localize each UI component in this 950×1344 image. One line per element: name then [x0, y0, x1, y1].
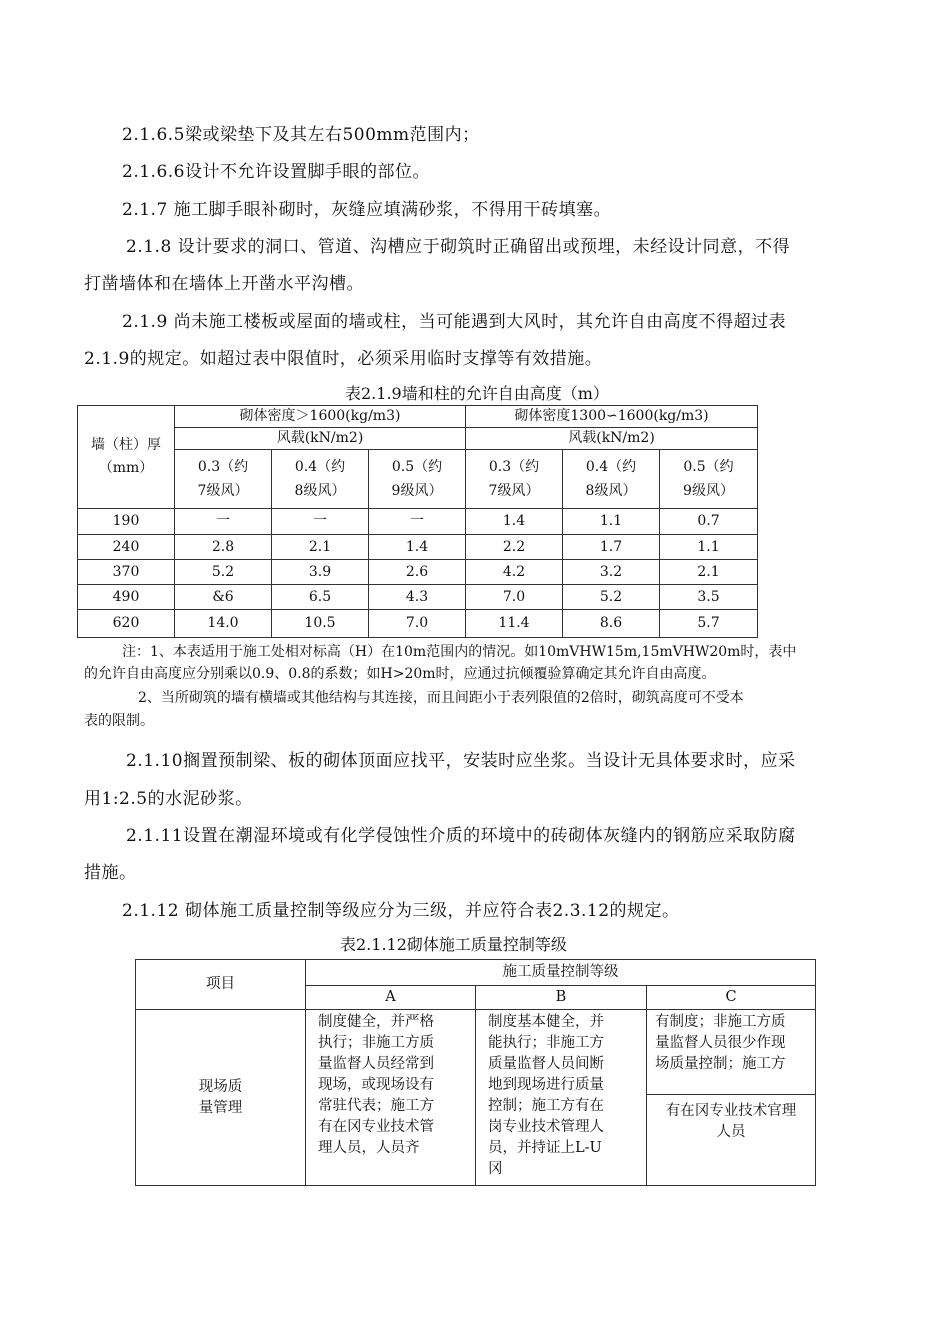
- cell: 2.1: [272, 535, 369, 560]
- level-a-line: 现场，或现场设有: [318, 1077, 434, 1093]
- wind-col-header: [466, 450, 563, 509]
- row-label-cell: [136, 1010, 306, 1186]
- cell: 490: [78, 585, 175, 610]
- table1-note2-line1: 2、当所砌筑的墙有横墙或其他结构与其连接，而且间距小于表列限值的2倍时，砌筑高度可不受本: [138, 690, 744, 706]
- cell: 10.5: [272, 610, 369, 638]
- wind-col-header: [175, 450, 272, 509]
- para-2-1-12: 2.1.12 砌体施工质量控制等级应分为三级，并应符合表2.3.12的规定。: [122, 901, 680, 921]
- cell: 6.5: [272, 585, 369, 610]
- cell: 1.4: [369, 535, 466, 560]
- cell: 2.8: [175, 535, 272, 560]
- cell: 4.3: [369, 585, 466, 610]
- cell: 一: [369, 509, 466, 535]
- cell: 240: [78, 535, 175, 560]
- level-a-cell: [306, 1010, 476, 1186]
- level-b-line: 岗专业技术管理人: [488, 1119, 604, 1135]
- wind-col-l2: 9级风）: [391, 482, 443, 499]
- para-2-1-6-5: 2.1.6.5梁或梁垫下及其左右500mm范围内；: [122, 125, 480, 145]
- density-group-1: 砌体密度＞1600(kg/m3): [175, 406, 466, 428]
- wall-height-table: [77, 405, 758, 638]
- cell: 3.5: [660, 585, 758, 610]
- level-b-line: 制度基本健全，并: [488, 1014, 604, 1030]
- cell: 5.2: [563, 585, 660, 610]
- wind-col-header: [369, 450, 466, 509]
- para-2-1-10-line2: 用1:2.5的水泥砂浆。: [84, 789, 253, 809]
- row-header-line1: 墙（柱）厚: [91, 437, 161, 453]
- table1-note1-line2: 的允许自由高度应分别乘以0.9、0.8的系数；如H>20m时，应通过抗倾覆验算确定其允许自由高度。: [84, 666, 716, 682]
- level-c-line: 人员: [716, 1124, 746, 1140]
- wind-col-l2: 8级风）: [294, 482, 346, 499]
- level-a-line: 制度健全，并严格: [318, 1014, 434, 1030]
- cell: 0.7: [660, 509, 758, 535]
- table2-caption: 表2.1.12砌体施工质量控制等级: [340, 935, 567, 954]
- para-2-1-8-line1: 2.1.8 设计要求的洞口、管道、沟槽应于砌筑时正确留出或预埋，未经设计同意，不得: [126, 237, 791, 257]
- cell: 190: [78, 509, 175, 535]
- cell: 620: [78, 610, 175, 638]
- cell: 14.0: [175, 610, 272, 638]
- table1-note2-line2: 表的限制。: [84, 713, 154, 729]
- table1-caption: 表2.1.9墙和柱的允许自由高度（m）: [345, 384, 609, 403]
- wind-col-header: [563, 450, 660, 509]
- para-2-1-10-line1: 2.1.10搁置预制梁、板的砌体顶面应找平，安装时应坐浆。当设计无具体要求时，应采: [126, 751, 796, 771]
- table1-note1-line1: 注：1、本表适用于施工处相对标高（H）在10m范围内的情况。如10mVHW15m,15mVHW20m时，表中: [122, 644, 797, 660]
- para-2-1-7: 2.1.7 施工脚手眼补砌时，灰缝应填满砂浆，不得用干砖填塞。: [122, 200, 612, 220]
- row-label-line2: 量管理: [198, 1099, 243, 1116]
- cell: 7.0: [466, 585, 563, 610]
- density-group-2: 砌体密度1300∽1600(kg/m3): [466, 406, 758, 428]
- cell: 2.6: [369, 560, 466, 585]
- wind-col-l1: 0.4（约: [585, 458, 637, 475]
- wind-col-l1: 0.3（约: [197, 458, 249, 475]
- cell: 5.2: [175, 560, 272, 585]
- cell: 4.2: [466, 560, 563, 585]
- cell: 1.1: [660, 535, 758, 560]
- level-a-line: 执行；非施工方质: [318, 1035, 434, 1051]
- wind-col-l2: 9级风）: [683, 482, 734, 499]
- para-2-1-11-line2: 措施。: [84, 863, 137, 883]
- cell: 3.9: [272, 560, 369, 585]
- table-row: [78, 509, 758, 535]
- cell: 一: [272, 509, 369, 535]
- row-label-line1: 现场质: [198, 1078, 243, 1095]
- para-2-1-8-line2: 打凿墙体和在墙体上开凿水平沟槽。: [84, 274, 364, 294]
- level-header: 施工质量控制等级: [306, 960, 816, 986]
- level-b-line: 质量监督人员间断: [488, 1056, 604, 1072]
- cell: 2.1: [660, 560, 758, 585]
- level-c-line: 场质量控制；施工方: [655, 1056, 786, 1072]
- cell: 11.4: [466, 610, 563, 638]
- cell: 8.6: [563, 610, 660, 638]
- quality-control-table: [135, 959, 816, 1186]
- cell: 2.2: [466, 535, 563, 560]
- cell: 1.7: [563, 535, 660, 560]
- level-b-line: 能执行；非施工方: [488, 1035, 604, 1051]
- row-header-line2: （mm）: [98, 460, 154, 476]
- cell: 7.0: [369, 610, 466, 638]
- cell: 3.2: [563, 560, 660, 585]
- wind-col-l1: 0.5（约: [391, 458, 443, 475]
- cell: 370: [78, 560, 175, 585]
- level-c-line: 有制度；非施工方质: [655, 1014, 786, 1030]
- item-header: 项目: [136, 960, 306, 1010]
- level-c-line: 量监督人员很少作现: [655, 1035, 786, 1051]
- cell: 5.7: [660, 610, 758, 638]
- row-header-cell: [78, 406, 175, 509]
- level-b-line: 控制；施工方有在: [488, 1098, 604, 1114]
- wind-load-header-2: 风载(kN/m2): [466, 428, 758, 450]
- table-row: [78, 610, 758, 638]
- level-a-line: 量监督人员经常到: [318, 1056, 434, 1072]
- para-2-1-6-6: 2.1.6.6设计不允许设置脚手眼的部位。: [122, 162, 430, 182]
- wind-col-l2: 7级风）: [197, 482, 249, 499]
- table-row: [78, 585, 758, 610]
- wind-load-header-1: 风载(kN/m2): [175, 428, 466, 450]
- wind-col-l1: 0.5（约: [683, 458, 734, 475]
- wind-col-header: [272, 450, 369, 509]
- level-b-header: B: [476, 986, 647, 1010]
- wind-col-l2: 7级风）: [488, 482, 540, 499]
- cell: 1.4: [466, 509, 563, 535]
- cell: 一: [175, 509, 272, 535]
- level-c-bottom-cell: [647, 1095, 816, 1186]
- cell: &6: [175, 585, 272, 610]
- level-c-header: C: [647, 986, 816, 1010]
- level-b-cell: [476, 1010, 647, 1186]
- level-a-header: A: [306, 986, 476, 1010]
- level-b-line: 冈: [488, 1161, 503, 1177]
- para-2-1-11-line1: 2.1.11设置在潮湿环境或有化学侵蚀性介质的环境中的砖砌体灰缝内的钢筋应采取防腐: [126, 826, 796, 846]
- level-a-line: 理人员，人员齐: [318, 1140, 420, 1156]
- para-2-1-9-line1: 2.1.9 尚未施工楼板或屋面的墙或柱，当可能遇到大风时，其允许自由高度不得超过表: [122, 312, 787, 332]
- wind-col-l1: 0.4（约: [294, 458, 346, 475]
- cell: 1.1: [563, 509, 660, 535]
- level-a-line: 常驻代表；施工方: [318, 1098, 434, 1114]
- level-c-top-cell: [647, 1010, 816, 1095]
- wind-col-l2: 8级风）: [585, 482, 637, 499]
- level-b-line: 员，并持证上L-U: [488, 1140, 602, 1156]
- level-b-line: 地到现场进行质量: [488, 1077, 604, 1093]
- wind-col-l1: 0.3（约: [488, 458, 540, 475]
- table-row: [78, 535, 758, 560]
- table-row: [78, 560, 758, 585]
- level-a-line: 有在冈专业技术管: [318, 1119, 434, 1135]
- level-c-line: 有在冈专业技术官理: [665, 1103, 797, 1119]
- para-2-1-9-line2: 2.1.9的规定。如超过表中限值时，必须采用临时支撑等有效措施。: [84, 349, 603, 369]
- wind-col-header: [660, 450, 758, 509]
